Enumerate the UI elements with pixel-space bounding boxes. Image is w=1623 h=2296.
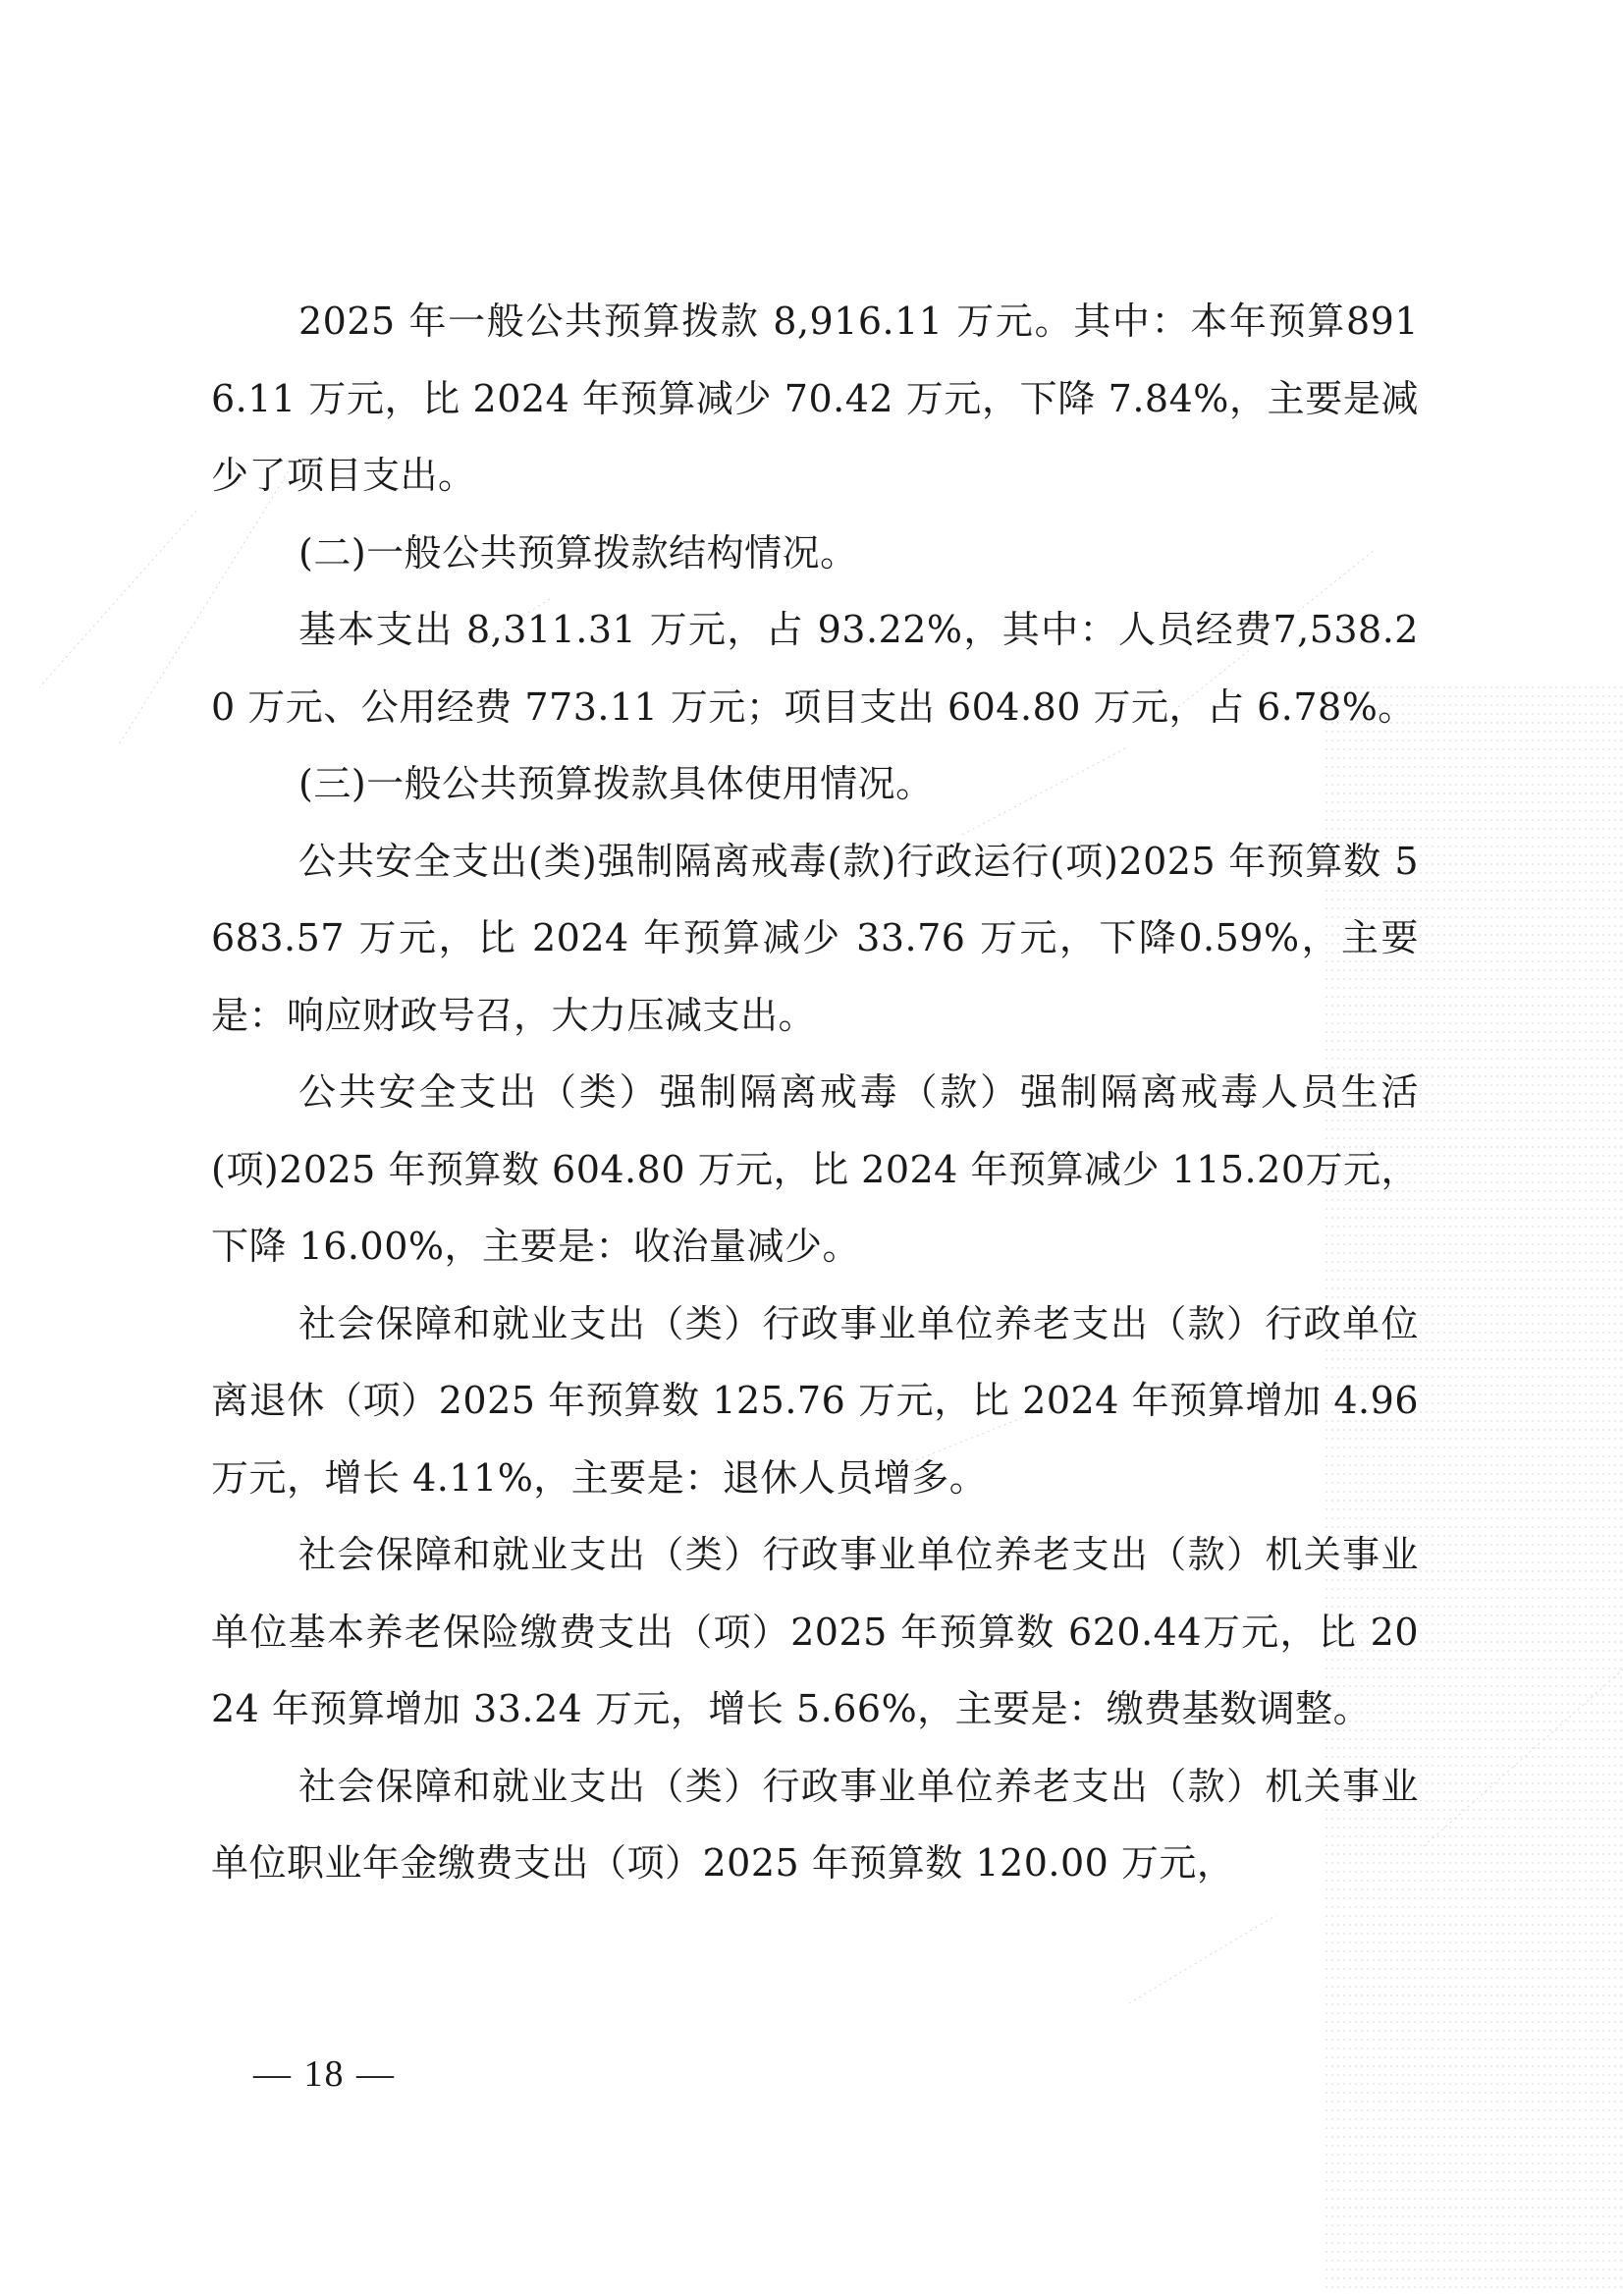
paragraph-appropriation-total: 2025 年一般公共预算拨款 8,916.11 万元。其中：本年预算8916.11 万元，比 2024 年预算减少 70.42 万元，下降 7.84%，主要是减少了项目支出。 bbox=[211, 300, 1419, 497]
paragraph-detainee-living: 公共安全支出（类）强制隔离戒毒（款）强制隔离戒毒人员生活(项)2025 年预算数 604.80 万元，比 2024 年预算减少 115.20万元，下降 16.00%，主要是：收治量减少。 bbox=[211, 1070, 1419, 1268]
paragraph-retirement: 社会保障和就业支出（类）行政事业单位养老支出（款）行政单位离退休（项）2025 年预算数 125.76 万元，比 2024 年预算增加 4.96 万元，增长 4.11%，主要是：退休人员增多。 bbox=[211, 1301, 1419, 1500]
section-heading-usage: (三)一般公共预算拨款具体使用情况。 bbox=[298, 762, 934, 805]
page-number: — 18 — bbox=[253, 2053, 396, 2095]
paragraph-pension-insurance: 社会保障和就业支出（类）行政事业单位养老支出（款）机关事业单位基本养老保险缴费支出（项）2025 年预算数 620.44万元，比 2024 年预算增加 33.24 万元，增长 5.66%，主要是：缴费基数调整。 bbox=[211, 1533, 1419, 1730]
paragraph-occupational-annuity: 社会保障和就业支出（类）行政事业单位养老支出（款）机关事业单位职业年金缴费支出（项）2025 年预算数 120.00 万元， bbox=[211, 1764, 1419, 1885]
section-heading-structure: (二)一般公共预算拨款结构情况。 bbox=[298, 530, 858, 574]
paragraph-structure: 基本支出 8,311.31 万元，占 93.22%，其中：人员经费7,538.20 万元、公用经费 773.11 万元；项目支出 604.80 万元，占 6.78%。 bbox=[211, 608, 1419, 729]
body-text bbox=[211, 283, 1419, 1902]
paragraph-admin-operation: 公共安全支出(类)强制隔离戒毒(款)行政运行(项)2025 年预算数 5683.57 万元，比 2024 年预算减少 33.76 万元，下降0.59%，主要是：响应财政号召，大力压减支出。 bbox=[211, 839, 1419, 1037]
